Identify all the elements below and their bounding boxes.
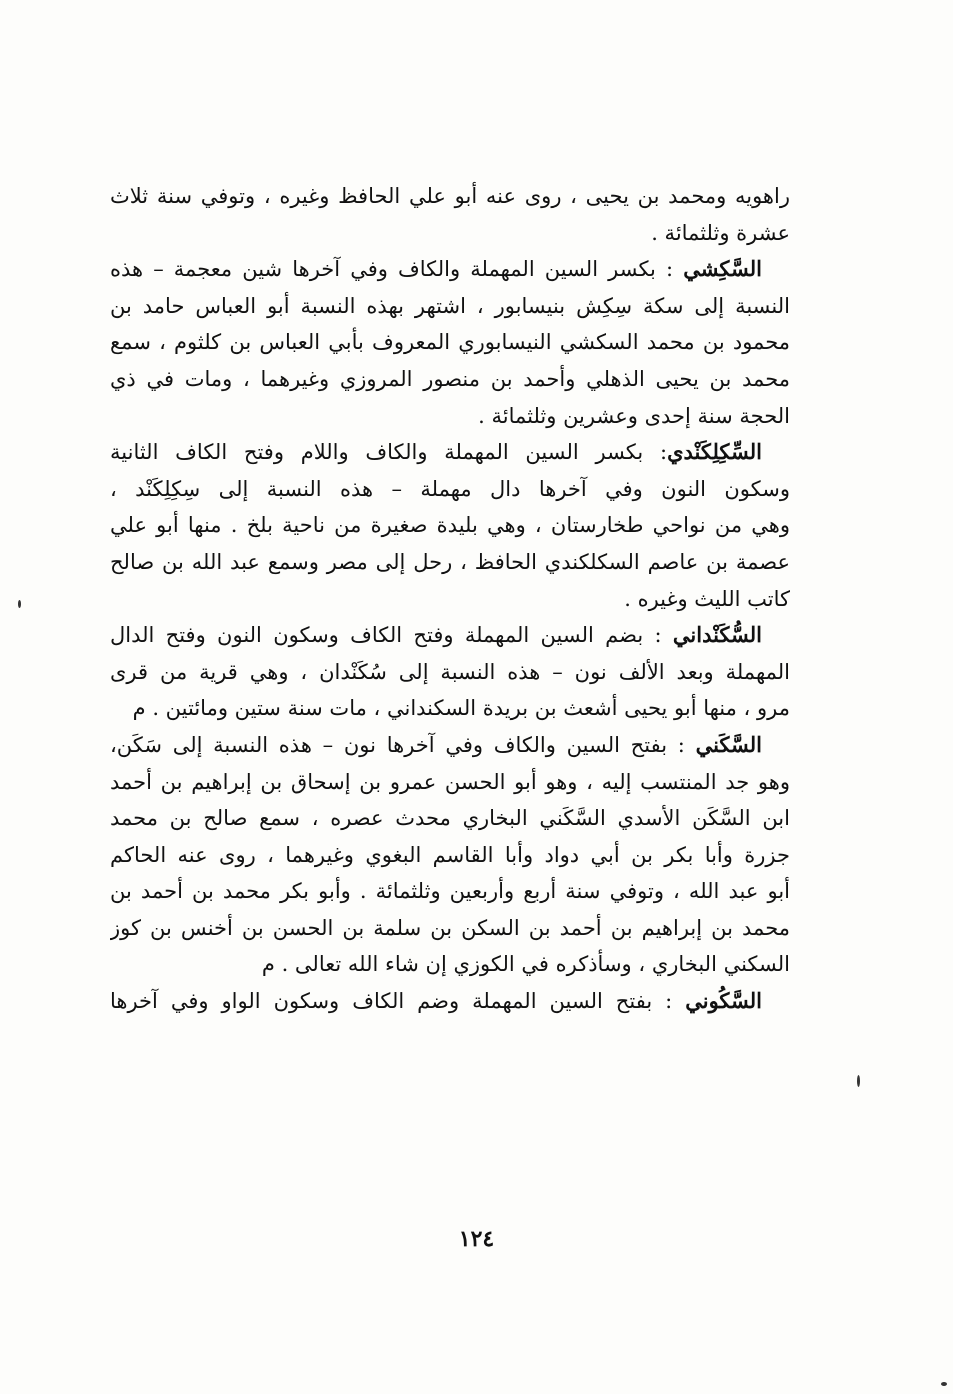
entry-text: : بفتح السين المهملة وضم الكاف وسكون الواو وفي آخرها: [110, 989, 686, 1014]
text-line: أبو عبد الله ، وتوفي سنة أربع وأربعين وثلثمائة . وأبو بكر محمد بن أحمد بن: [110, 879, 790, 904]
text-line: محمد بن يحيى الذهلي وأحمد بن منصور المروزي وغيرهما ، ومات في ذي: [110, 366, 790, 391]
entry-first-line: [110, 617, 790, 654]
text-line: السكني البخاري ، وسأذكره في الكوزي إن شاء الله تعالى . م: [261, 952, 790, 977]
entry-first-line: [110, 727, 790, 764]
text-line: راهويه ومحمد بن يحيى ، روى عنه أبو علي الحافظ وغيره ، وتوفي سنة ثلاث: [110, 184, 790, 208]
entry-heading: السُّكَنْداني: [672, 622, 762, 648]
text-line: محمود بن محمد السكشي النيسابوري المعروف بأبي العباس بن كلثوم ، سمع: [110, 330, 790, 355]
entry-first-line: [110, 251, 790, 288]
entry-text: : بكسر السين المهملة والكاف وفي آخرها شين معجمة – هذه: [110, 257, 684, 282]
main-text: [110, 178, 790, 1020]
text-line: وهي من نواحي طخارستان ، وهي بليدة صغيرة من ناحية بلخ . منها أبو علي: [110, 513, 790, 538]
entry-heading: السَّكَني: [695, 731, 762, 757]
scan-speck: [941, 1382, 947, 1386]
text-line: المهملة وبعد الألف نون – هذه النسبة إلى سُكَنْدان ، وهي قرية من قرى: [110, 659, 790, 684]
scan-speck: [18, 600, 21, 608]
text-line: جزرة وأبا بكر بن أبي دواد وأبا القاسم البغوي وغيرهما ، روى عنه الحاكم: [110, 842, 790, 867]
entry-text: : بفتح السين والكاف وفي آخرها نون – هذه النسبة إلى سَكَن،: [110, 732, 696, 757]
text-line: مرو ، منها أبو يحيى أشعث بن بريدة السكنداني ، مات سنة ستين ومائتين . م: [132, 696, 790, 721]
text-line: محمد بن إبراهيم بن أحمد بن السكن بن سلمة بن الحسن بن أخنس بن كوز: [110, 915, 790, 940]
entry-heading: السَّكِشي: [683, 256, 762, 282]
text-line: عشرة وثلثمائة .: [651, 220, 790, 245]
text-line: عصمة بن عاصم السكلكندي الحافظ ، رحل إلى مصر وسمع عبد الله بن صالح: [110, 549, 790, 574]
entry-heading: السَّكُوني: [685, 988, 762, 1014]
entry-heading: السِّكِلِكَنْدي: [667, 439, 762, 465]
text-line: الحجة سنة إحدى وعشرين وثلثمائة .: [478, 403, 790, 428]
text-line: كاتب الليث وغيره .: [624, 586, 790, 611]
text-line: النسبة إلى سكة سِكِش بنيسابور ، اشتهر بهذه النسبة أبو العباس حامد بن: [110, 293, 790, 318]
entry-text: : بضم السين المهملة وفتح الكاف وسكون النون وفتح الدال: [110, 623, 673, 648]
text-line: وسكون النون وفي آخرها دال مهملة – هذه النسبة إلى سِكِلِكَنْد ،: [110, 476, 790, 501]
page-number: ١٢٤: [458, 1226, 495, 1252]
scan-speck: [857, 1075, 860, 1087]
text-line: وهو جد المنتسب إليه ، وهو أبو الحسن عمرو بن إسحاق بن إبراهيم بن أحمد: [110, 769, 790, 794]
entry-first-line: [110, 434, 790, 471]
text-line: ابن السَّكَن الأسدي السَّكَني البخاري محدث عصره ، سمع صالح بن محمد: [110, 806, 790, 831]
entry-first-line: [110, 983, 790, 1020]
entry-text: : بكسر السين المهملة والكاف واللام وفتح الكاف الثانية: [110, 440, 668, 465]
